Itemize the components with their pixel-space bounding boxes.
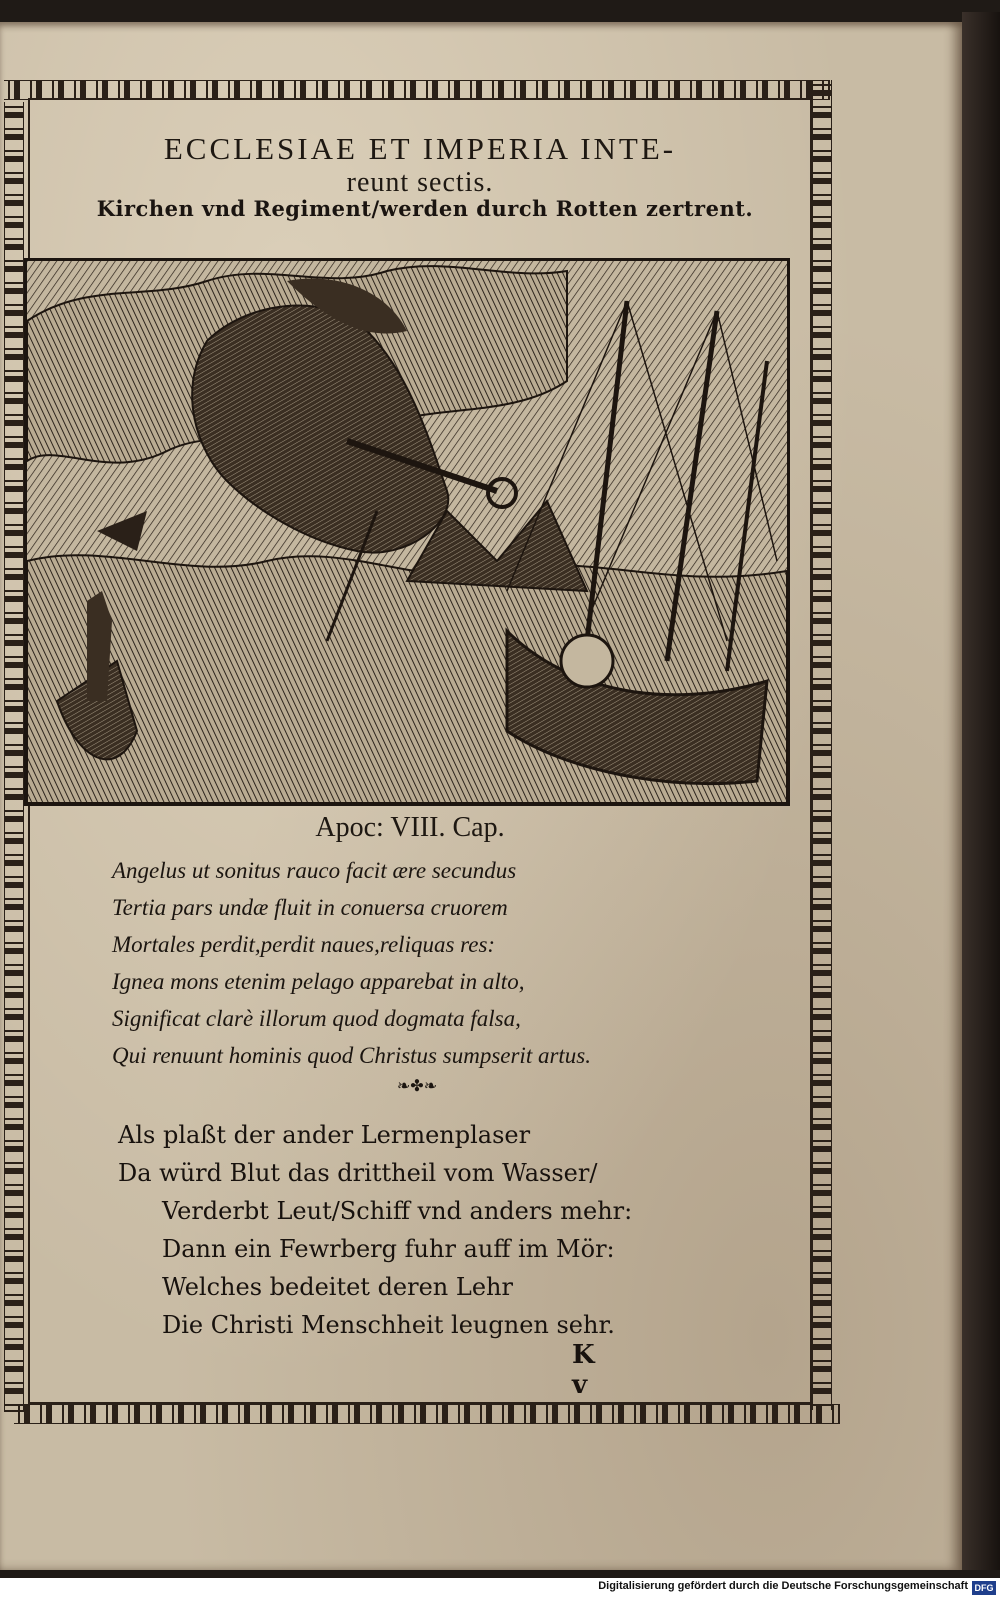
book-page [0, 22, 962, 1570]
german-verse-line: Verderbt Leut/Schiff vnd anders mehr: [162, 1197, 633, 1225]
title-latin-line2: reunt sectis. [346, 167, 494, 198]
latin-verse-line: Angelus ut sonitus rauco facit ære secundus [112, 858, 517, 883]
german-verse-line: Die Christi Menschheit leugnen sehr. [162, 1311, 615, 1339]
page-title-german: Kirchen vnd Regiment/werden durch Rotten zertrent. [96, 196, 754, 221]
printers-ornament: ❧✤❧ [396, 1076, 438, 1095]
title-latin-line1: ECCLESIAE ET IMPERIA INTE- [163, 131, 677, 166]
footer-credit: Digitalisierung gefördert durch die Deutsche Forschungsgemeinschaft [598, 1580, 968, 1592]
latin-verse-line: Mortales perdit,perdit naues,reliquas res: [112, 932, 496, 957]
border-bottom [14, 1404, 840, 1424]
woodcut-illustration [24, 258, 790, 806]
page-title-latin [60, 132, 780, 200]
chapter-caption: Apoc: VIII. Cap. [315, 812, 505, 843]
latin-verse-line: Ignea mons etenim pelago apparebat in alto, [112, 969, 525, 994]
border-top [4, 80, 830, 100]
border-left [4, 102, 24, 1412]
border-right [812, 80, 832, 1410]
dfg-logo: DFG [972, 1581, 996, 1595]
latin-verse-line: Significat clarè illorum quod dogmata falsa, [112, 1006, 521, 1031]
book-edge [962, 12, 1000, 1570]
german-verse-line: Da würd Blut das drittheil vom Wasser/ [118, 1159, 598, 1187]
ship-face-ornament [561, 635, 613, 687]
german-verse [118, 1116, 758, 1344]
latin-verse [112, 852, 792, 1074]
signature-mark: K v [572, 1340, 635, 1400]
german-verse-line: Welches bedeitet deren Lehr [162, 1273, 513, 1301]
german-verse-line: Als plaßt der ander Lermenplaser [118, 1121, 531, 1149]
latin-verse-line: Tertia pars undæ fluit in conuersa cruorem [112, 895, 508, 920]
latin-verse-line: Qui renuunt hominis quod Christus sumpserit artus. [112, 1043, 592, 1068]
german-verse-line: Dann ein Fewrberg fuhr auff im Mör: [162, 1235, 615, 1263]
